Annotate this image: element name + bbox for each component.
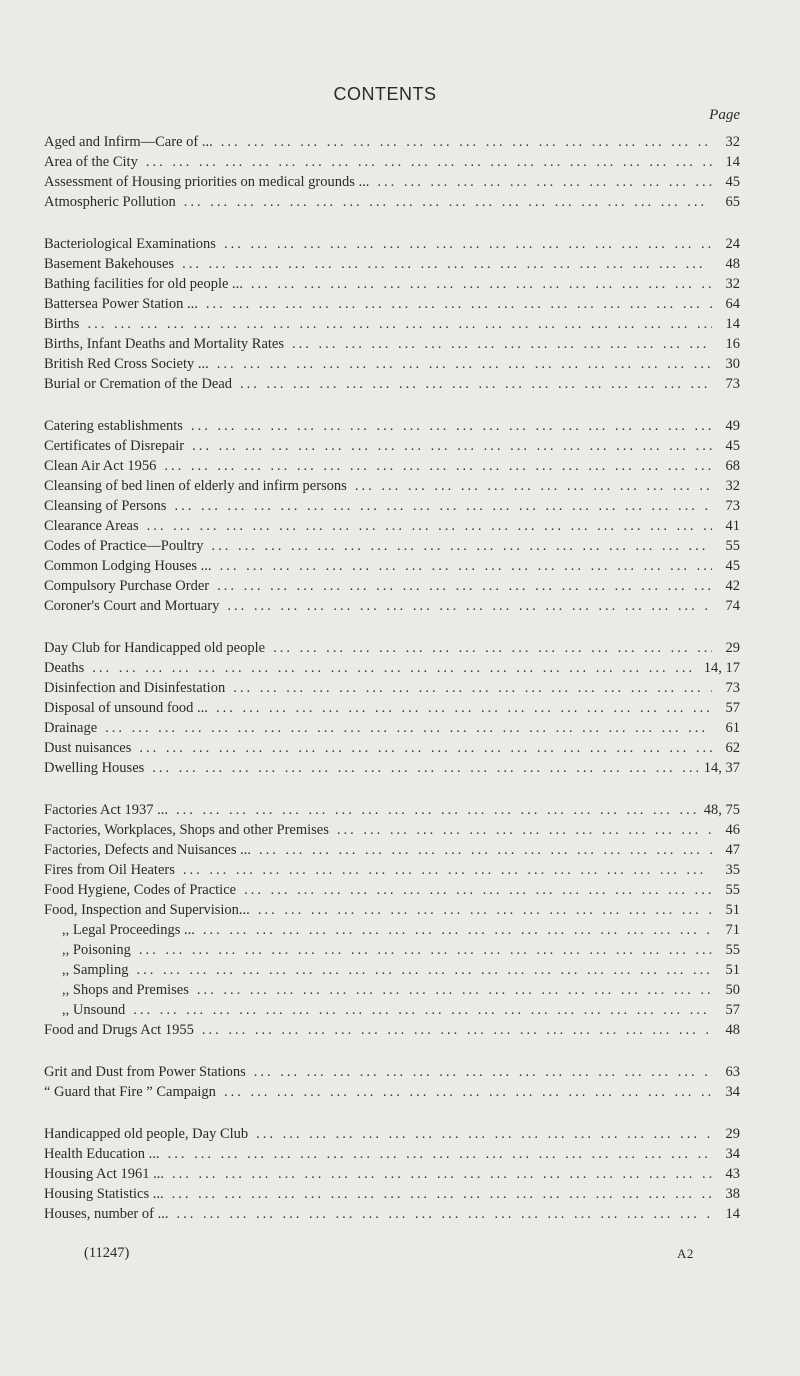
entry-label: Dwelling Houses xyxy=(44,760,145,776)
entry-label: Births xyxy=(44,316,80,332)
dot-leader xyxy=(147,518,712,535)
index-entry xyxy=(44,438,740,458)
index-entry xyxy=(44,256,740,276)
entry-page-number: 41 xyxy=(725,518,740,534)
index-entry xyxy=(44,498,740,518)
contents-index xyxy=(44,134,740,1248)
entry-label: Births, Infant Deaths and Mortality Rates xyxy=(44,336,285,352)
entry-label: Day Club for Handicapped old people xyxy=(44,640,266,656)
dot-leader xyxy=(256,1126,712,1143)
entry-label: Aged and Infirm—Care of ... xyxy=(44,134,213,150)
entry-page-number: 34 xyxy=(725,1084,740,1100)
entry-label: Bathing facilities for old people ... xyxy=(44,276,243,292)
index-entry xyxy=(44,740,740,760)
entry-label: British Red Cross Society ... xyxy=(44,356,209,372)
dot-leader xyxy=(174,498,712,515)
entry-page-number: 74 xyxy=(725,598,740,614)
entry-page-number: 48 xyxy=(725,256,740,272)
index-entry xyxy=(44,1166,740,1186)
dot-leader xyxy=(192,438,712,455)
dot-leader xyxy=(273,640,712,657)
entry-page-number: 32 xyxy=(725,276,740,292)
index-entry xyxy=(44,1146,740,1166)
index-entry xyxy=(44,458,740,478)
entry-page-number: 16 xyxy=(725,336,740,352)
index-entry xyxy=(44,1186,740,1206)
entry-page-number: 62 xyxy=(725,740,740,756)
entry-page-number: 14, 17 xyxy=(703,660,740,676)
entry-page-number: 32 xyxy=(725,478,740,494)
index-entry xyxy=(44,356,740,376)
index-group xyxy=(44,1064,740,1104)
index-entry xyxy=(44,842,740,862)
index-entry xyxy=(44,236,740,256)
entry-label: Food, Inspection and Supervision... xyxy=(44,902,250,918)
entry-page-number: 29 xyxy=(725,640,740,656)
dot-leader xyxy=(254,1064,712,1081)
entry-page-number: 38 xyxy=(725,1186,740,1202)
index-group xyxy=(44,236,740,396)
dot-leader xyxy=(164,458,712,475)
entry-page-number: 34 xyxy=(725,1146,740,1162)
entry-page-number: 42 xyxy=(725,578,740,594)
entry-label: Dust nuisances xyxy=(44,740,132,756)
entry-label: Catering establishments xyxy=(44,418,183,434)
index-entry xyxy=(44,640,740,660)
dot-leader xyxy=(337,822,712,839)
dot-leader xyxy=(182,256,712,273)
index-entry xyxy=(44,598,740,618)
dot-leader xyxy=(220,558,712,575)
dot-leader xyxy=(133,1002,712,1019)
entry-label: Food Hygiene, Codes of Practice xyxy=(44,882,237,898)
index-entry xyxy=(44,578,740,598)
entry-label: Codes of Practice—Poultry xyxy=(44,538,204,554)
dot-leader xyxy=(139,942,712,959)
dot-leader xyxy=(176,1206,712,1223)
entry-page-number: 68 xyxy=(725,458,740,474)
dot-leader xyxy=(224,236,712,253)
dot-leader xyxy=(355,478,712,495)
dot-leader xyxy=(227,598,712,615)
dot-leader xyxy=(136,962,712,979)
dot-leader xyxy=(172,1186,712,1203)
dot-leader xyxy=(259,842,712,859)
dot-leader xyxy=(105,720,712,737)
index-entry xyxy=(44,942,740,962)
index-entry xyxy=(44,720,740,740)
entry-label: Food and Drugs Act 1955 xyxy=(44,1022,194,1038)
entry-label: Factories Act 1937 ... xyxy=(44,802,169,818)
dot-leader xyxy=(197,982,712,999)
entry-label: ,, Shops and Premises xyxy=(62,982,189,998)
entry-page-number: 65 xyxy=(725,194,740,210)
entry-label: Houses, number of ... xyxy=(44,1206,169,1222)
dot-leader xyxy=(191,418,712,435)
index-entry xyxy=(44,862,740,882)
index-entry xyxy=(44,1084,740,1104)
entry-page-number: 29 xyxy=(725,1126,740,1142)
entry-label: Disposal of unsound food ... xyxy=(44,700,208,716)
entry-page-number: 45 xyxy=(725,174,740,190)
index-entry xyxy=(44,802,740,822)
index-entry xyxy=(44,174,740,194)
entry-label: Certificates of Disrepair xyxy=(44,438,185,454)
index-entry xyxy=(44,700,740,720)
index-entry xyxy=(44,194,740,214)
index-entry xyxy=(44,1126,740,1146)
index-entry xyxy=(44,418,740,438)
entry-page-number: 45 xyxy=(725,558,740,574)
entry-page-number: 57 xyxy=(725,1002,740,1018)
dot-leader xyxy=(172,1166,712,1183)
dot-leader xyxy=(183,862,712,879)
dot-leader xyxy=(221,134,712,151)
entry-label: ,, Sampling xyxy=(62,962,129,978)
index-entry xyxy=(44,276,740,296)
entry-page-number: 30 xyxy=(725,356,740,372)
index-entry xyxy=(44,760,740,780)
dot-leader xyxy=(217,578,712,595)
dot-leader xyxy=(168,1146,712,1163)
index-group xyxy=(44,802,740,1042)
entry-label: Clean Air Act 1956 xyxy=(44,458,157,474)
dot-leader xyxy=(217,356,712,373)
entry-page-number: 71 xyxy=(725,922,740,938)
dot-leader xyxy=(292,336,712,353)
entry-page-number: 51 xyxy=(725,962,740,978)
entry-page-number: 47 xyxy=(725,842,740,858)
dot-leader xyxy=(146,154,712,171)
dot-leader xyxy=(211,538,712,555)
entry-page-number: 73 xyxy=(725,376,740,392)
index-entry xyxy=(44,296,740,316)
entry-page-number: 14, 37 xyxy=(703,760,740,776)
index-entry xyxy=(44,882,740,902)
index-entry xyxy=(44,660,740,680)
index-entry xyxy=(44,982,740,1002)
entry-label: Fires from Oil Heaters xyxy=(44,862,175,878)
entry-label: Handicapped old people, Day Club xyxy=(44,1126,249,1142)
dot-leader xyxy=(176,802,698,819)
entry-page-number: 50 xyxy=(725,982,740,998)
entry-label: Coroner's Court and Mortuary xyxy=(44,598,220,614)
entry-label: Basement Bakehouses xyxy=(44,256,175,272)
entry-page-number: 49 xyxy=(725,418,740,434)
dot-leader xyxy=(377,174,712,191)
entry-label: ,, Legal Proceedings ... xyxy=(62,922,195,938)
dot-leader xyxy=(251,276,712,293)
entry-page-number: 14 xyxy=(725,1206,740,1222)
index-entry xyxy=(44,1022,740,1042)
entry-page-number: 14 xyxy=(725,316,740,332)
index-entry xyxy=(44,558,740,578)
dot-leader xyxy=(152,760,697,777)
entry-label: Deaths xyxy=(44,660,85,676)
entry-page-number: 48, 75 xyxy=(703,802,740,818)
dot-leader xyxy=(203,922,712,939)
index-entry xyxy=(44,1002,740,1022)
entry-label: Common Lodging Houses ... xyxy=(44,558,212,574)
entry-page-number: 46 xyxy=(725,822,740,838)
entry-page-number: 57 xyxy=(725,700,740,716)
entry-label: Compulsory Purchase Order xyxy=(44,578,210,594)
dot-leader xyxy=(202,1022,712,1039)
entry-label: Housing Statistics ... xyxy=(44,1186,164,1202)
entry-page-number: 45 xyxy=(725,438,740,454)
entry-page-number: 43 xyxy=(725,1166,740,1182)
entry-page-number: 48 xyxy=(725,1022,740,1038)
entry-label: Battersea Power Station ... xyxy=(44,296,198,312)
entry-page-number: 51 xyxy=(725,902,740,918)
index-entry xyxy=(44,518,740,538)
entry-label: Area of the City xyxy=(44,154,138,170)
entry-label: Cleansing of Persons xyxy=(44,498,167,514)
index-entry xyxy=(44,336,740,356)
index-entry xyxy=(44,538,740,558)
dot-leader xyxy=(206,296,712,313)
index-entry xyxy=(44,1206,740,1226)
entry-page-number: 55 xyxy=(725,538,740,554)
entry-page-number: 55 xyxy=(725,882,740,898)
entry-label: Factories, Defects and Nuisances ... xyxy=(44,842,251,858)
entry-label: Atmospheric Pollution xyxy=(44,194,176,210)
entry-page-number: 32 xyxy=(725,134,740,150)
index-entry xyxy=(44,680,740,700)
index-group xyxy=(44,418,740,618)
dot-leader xyxy=(87,316,712,333)
dot-leader xyxy=(258,902,712,919)
entry-page-number: 64 xyxy=(725,296,740,312)
entry-page-number: 14 xyxy=(725,154,740,170)
entry-page-number: 55 xyxy=(725,942,740,958)
page-column-heading: Page xyxy=(709,107,740,123)
entry-page-number: 61 xyxy=(725,720,740,736)
dot-leader xyxy=(244,882,712,899)
entry-label: Burial or Cremation of the Dead xyxy=(44,376,233,392)
index-entry xyxy=(44,902,740,922)
entry-label: ,, Unsound xyxy=(62,1002,126,1018)
entry-page-number: 35 xyxy=(725,862,740,878)
index-entry xyxy=(44,316,740,336)
dot-leader xyxy=(139,740,712,757)
dot-leader xyxy=(233,680,712,697)
entry-label: Grit and Dust from Power Stations xyxy=(44,1064,246,1080)
print-code: (11247) xyxy=(84,1245,130,1261)
entry-label: Cleansing of bed linen of elderly and infirm persons xyxy=(44,478,347,494)
entry-page-number: 63 xyxy=(725,1064,740,1080)
entry-page-number: 73 xyxy=(725,680,740,696)
entry-label: Housing Act 1961 ... xyxy=(44,1166,165,1182)
dot-leader xyxy=(240,376,712,393)
index-entry xyxy=(44,822,740,842)
entry-label: Factories, Workplaces, Shops and other Premises xyxy=(44,822,329,838)
dot-leader xyxy=(224,1084,712,1101)
entry-label: Clearance Areas xyxy=(44,518,139,534)
index-entry xyxy=(44,1064,740,1084)
index-entry xyxy=(44,134,740,154)
index-entry xyxy=(44,922,740,942)
index-group xyxy=(44,1126,740,1226)
dot-leader xyxy=(184,194,712,211)
entry-label: Drainage xyxy=(44,720,98,736)
index-entry xyxy=(44,478,740,498)
signature-mark: A2 xyxy=(677,1246,694,1261)
page-title: CONTENTS xyxy=(333,84,437,104)
index-group xyxy=(44,640,740,780)
index-group xyxy=(44,134,740,214)
dot-leader xyxy=(92,660,697,677)
entry-label: Disinfection and Disinfestation xyxy=(44,680,226,696)
entry-label: ,, Poisoning xyxy=(62,942,131,958)
index-entry xyxy=(44,376,740,396)
entry-label: Assessment of Housing priorities on medical grounds ... xyxy=(44,174,370,190)
index-entry xyxy=(44,154,740,174)
dot-leader xyxy=(216,700,712,717)
entry-label: Health Education ... xyxy=(44,1146,160,1162)
index-entry xyxy=(44,962,740,982)
entry-label: Bacteriological Examinations xyxy=(44,236,216,252)
entry-label: “ Guard that Fire ” Campaign xyxy=(44,1084,216,1100)
entry-page-number: 24 xyxy=(725,236,740,252)
entry-page-number: 73 xyxy=(725,498,740,514)
